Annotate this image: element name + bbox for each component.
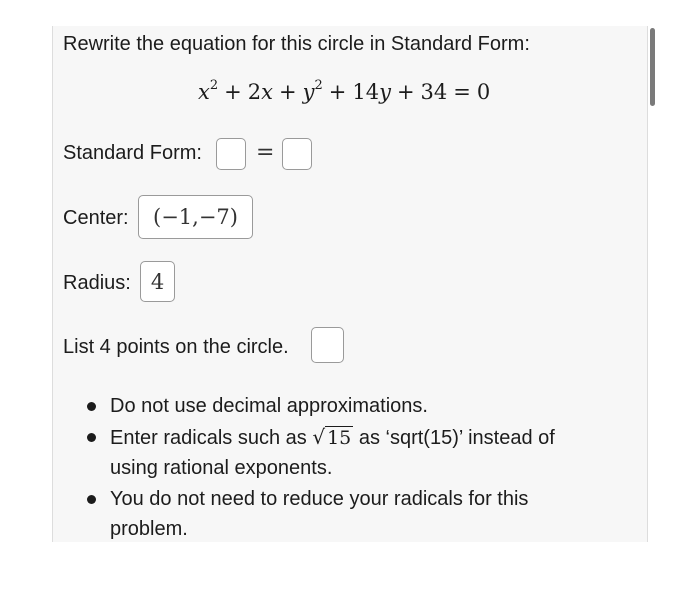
instructions-list (84, 391, 604, 545)
points-input[interactable] (311, 327, 344, 363)
points-label: List 4 points on the circle. (63, 336, 289, 358)
list-item: Enter radicals such as √ 15 as ‘sqrt(15)’ instead of using rational exponents. (84, 422, 604, 483)
scrollbar[interactable] (650, 28, 655, 106)
center-label: Center: (63, 207, 129, 229)
circle-equation: $x^2 + 2x + y^2 + 14y + 34 = 0$ (198, 78, 491, 104)
list-item: Do not use decimal approximations. (84, 391, 604, 421)
radical-icon: √ (312, 425, 326, 449)
radius-label: Radius: (63, 272, 131, 294)
bullet-icon (87, 433, 96, 442)
equals-sign: = (256, 140, 275, 165)
standard-form-label: Standard Form: (63, 142, 202, 164)
standard-form-left-input[interactable] (216, 138, 246, 170)
question-prompt: Rewrite the equation for this circle in Standard Form: (63, 33, 530, 55)
list-item: You do not need to reduce your radicals for this problem. (84, 484, 604, 544)
radius-input[interactable]: 4 (140, 261, 175, 302)
bullet-icon (87, 495, 96, 504)
center-input[interactable]: (−1,−7) (138, 195, 253, 239)
bullet-icon (87, 402, 96, 411)
standard-form-right-input[interactable] (282, 138, 312, 170)
sqrt-expression: √ 15 (312, 425, 352, 449)
